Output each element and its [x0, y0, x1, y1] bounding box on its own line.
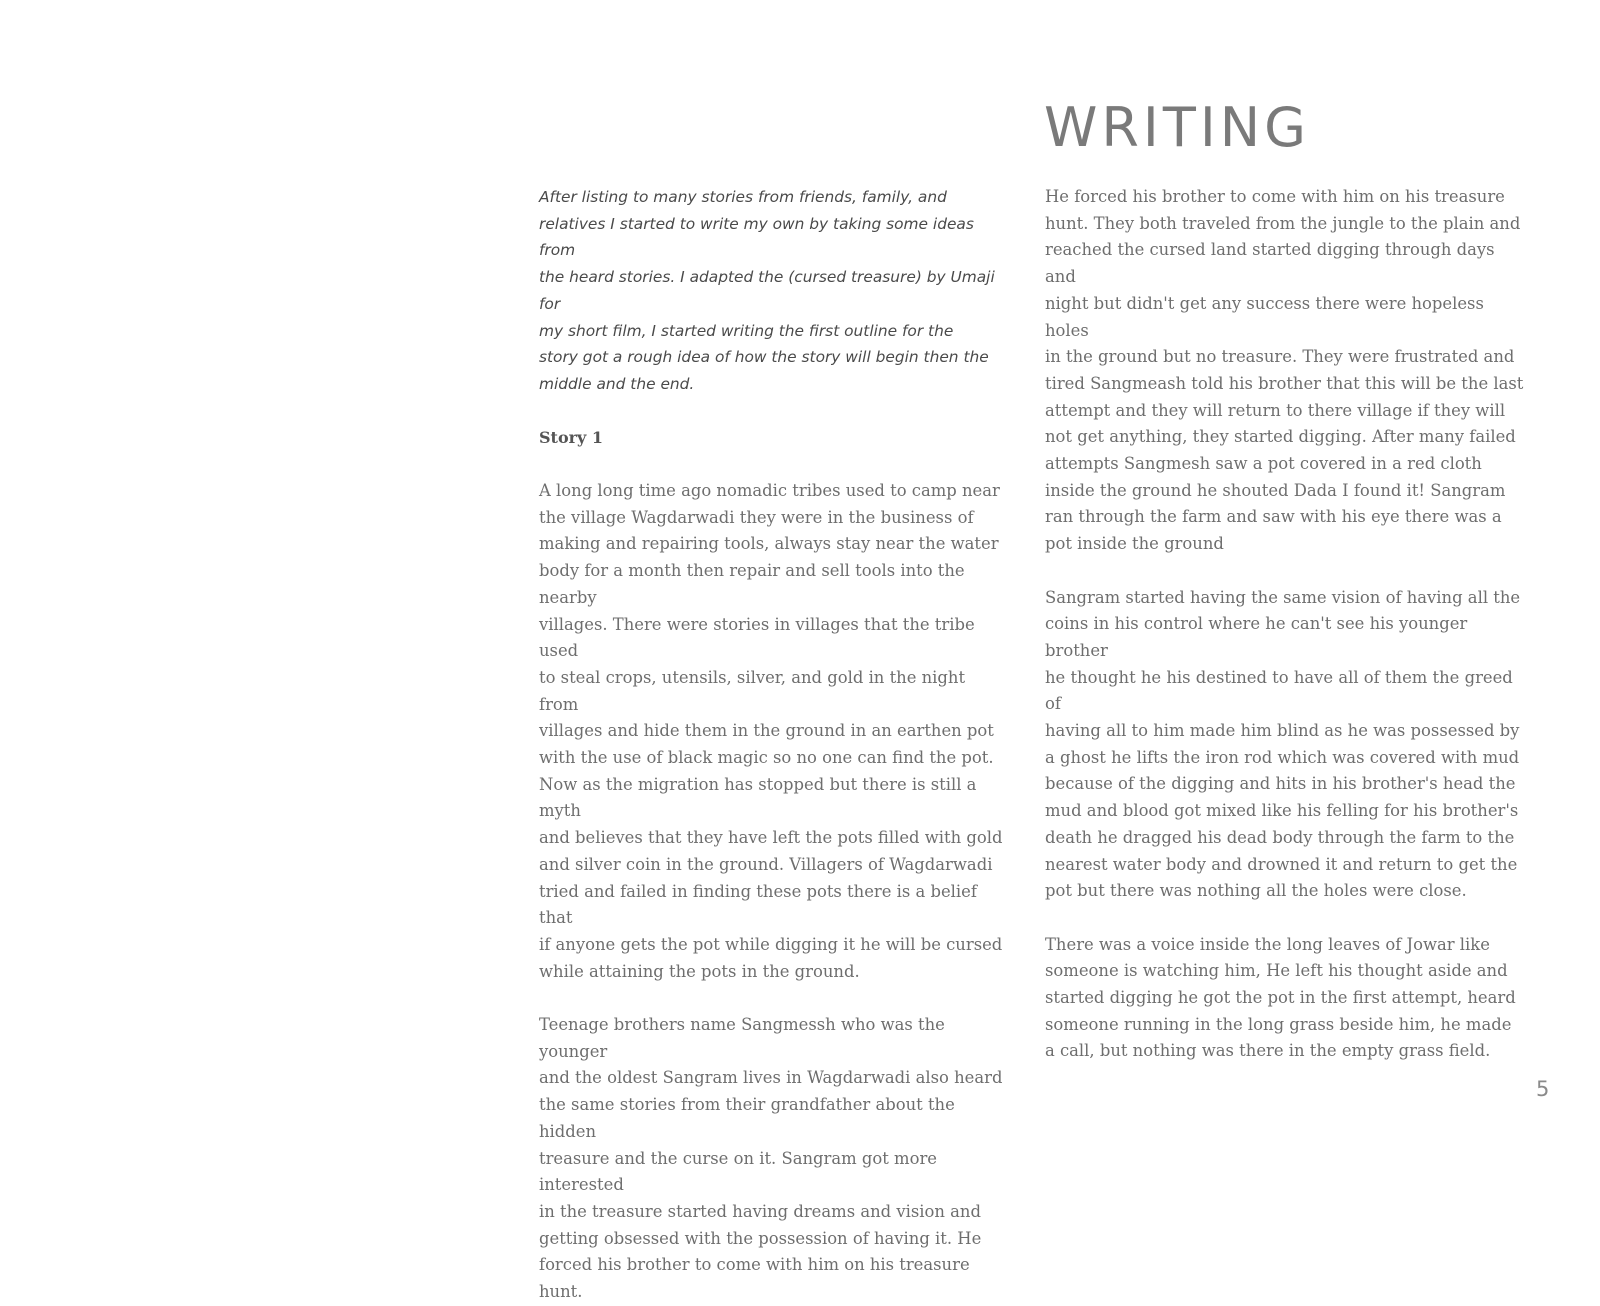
text-line: and believes that they have left the pots filled with gold — [539, 828, 1003, 848]
story-paragraph-2 — [539, 1012, 1009, 1306]
text-line: because of the digging and hits in his brother's head the — [1045, 774, 1516, 794]
paragraph-gap — [539, 451, 1009, 478]
text-line: pot but there was nothing all the holes were close. — [1045, 881, 1467, 901]
right-column — [1045, 184, 1525, 1065]
story-label: Story 1 — [539, 427, 604, 447]
text-line: inside the ground he shouted Dada I found it! Sangram — [1045, 480, 1506, 500]
text-line: started digging he got the pot in the first attempt, heard — [1045, 988, 1516, 1008]
text-line: and the oldest Sangram lives in Wagdarwadi also heard — [539, 1068, 1003, 1088]
page-heading: WRITING — [1044, 96, 1310, 159]
text-line: attempt and they will return to there village if they will — [1045, 400, 1506, 420]
text-line: reached the cursed land started digging through days and — [1045, 240, 1495, 287]
text-line: the heard stories. I adapted the (cursed treasure) by Umaji for — [539, 268, 995, 313]
page-number: 5 — [1536, 1077, 1550, 1101]
story-paragraph-3 — [1045, 184, 1525, 558]
text-line: mud and blood got mixed like his felling for his brother's — [1045, 801, 1519, 821]
text-line: getting obsessed with the possession of having it. He — [539, 1228, 982, 1248]
paragraph-gap — [1045, 558, 1525, 585]
paragraph-gap — [539, 985, 1009, 1012]
paragraph-gap — [1045, 905, 1525, 932]
text-line: having all to him made him blind as he was possessed by — [1045, 721, 1520, 741]
text-line: hunt. They both traveled from the jungle to the plain and — [1045, 213, 1521, 233]
text-line: ran through the farm and saw with his eye there was a — [1045, 507, 1502, 527]
text-line: middle and the end. — [539, 374, 695, 393]
story-paragraph-1 — [539, 478, 1009, 985]
text-line: and silver coin in the ground. Villagers of Wagdarwadi — [539, 854, 993, 874]
text-line: Teenage brothers name Sangmessh who was the younger — [539, 1015, 945, 1061]
text-line: to steal crops, utensils, silver, and gold in the night from — [539, 667, 966, 714]
text-line: if anyone gets the pot while digging it he will be cursed — [539, 934, 1003, 954]
text-line: he thought he his destined to have all of them the greed of — [1045, 667, 1513, 714]
text-line: forced his brother to come with him on his treasure hunt. — [539, 1255, 970, 1302]
text-line: He forced his brother to come with him on his treasure — [1045, 187, 1505, 206]
text-line: in the treasure started having dreams and vision and — [539, 1201, 981, 1221]
text-line: tired Sangmeash told his brother that this will be the last — [1045, 373, 1524, 393]
text-line: Now as the migration has stopped but there is still a myth — [539, 774, 977, 821]
text-line: villages and hide them in the ground in an earthen pot — [539, 721, 994, 741]
text-line: while attaining the pots in the ground. — [539, 961, 860, 981]
text-line: someone running in the long grass beside him, he made — [1045, 1014, 1512, 1034]
text-line: a call, but nothing was there in the empty grass field. — [1045, 1041, 1491, 1061]
text-line: night but didn't get any success there were hopeless holes — [1045, 293, 1484, 340]
text-line: with the use of black magic so no one can find the pot. — [539, 748, 994, 768]
text-line: death he dragged his dead body through the farm to the — [1045, 827, 1515, 847]
story-paragraph-5 — [1045, 932, 1525, 1066]
text-line: someone is watching him, He left his thought aside and — [1045, 961, 1508, 981]
text-line: A long long time ago nomadic tribes used to camp near — [539, 481, 1000, 501]
text-line: not get anything, they started digging. After many failed — [1045, 427, 1516, 447]
text-line: relatives I started to write my own by taking some ideas from — [539, 214, 974, 260]
text-line: a ghost he lifts the iron rod which was covered with mud — [1045, 747, 1520, 767]
text-line: villages. There were stories in villages that the tribe used — [539, 614, 975, 661]
text-line: treasure and the curse on it. Sangram got more interested — [539, 1148, 937, 1195]
text-line: in the ground but no treasure. They were frustrated and — [1045, 347, 1515, 367]
text-line: There was a voice inside the long leaves of Jowar like — [1045, 934, 1490, 954]
text-line: making and repairing tools, always stay near the water — [539, 534, 999, 554]
text-line: my short film, I started writing the first outline for the — [539, 321, 954, 340]
text-line: After listing to many stories from friends, family, and — [539, 188, 947, 206]
text-line: the same stories from their grandfather about the hidden — [539, 1095, 955, 1141]
text-line: pot inside the ground — [1045, 534, 1224, 554]
text-line: attempts Sangmesh saw a pot covered in a red cloth — [1045, 454, 1482, 474]
story-paragraph-4 — [1045, 585, 1525, 905]
text-line: coins in his control where he can't see his younger brother — [1045, 614, 1468, 660]
text-line: the village Wagdarwadi they were in the business of — [539, 507, 974, 527]
text-line: nearest water body and drowned it and return to get the — [1045, 854, 1518, 874]
intro-paragraph — [539, 184, 1009, 398]
text-line: Sangram started having the same vision of having all the — [1045, 587, 1521, 607]
text-line: body for a month then repair and sell tools into the nearby — [539, 561, 965, 607]
text-line: story got a rough idea of how the story will begin then the — [539, 348, 989, 367]
text-line: tried and failed in finding these pots there is a belief that — [539, 881, 977, 928]
left-column — [539, 184, 1009, 1306]
